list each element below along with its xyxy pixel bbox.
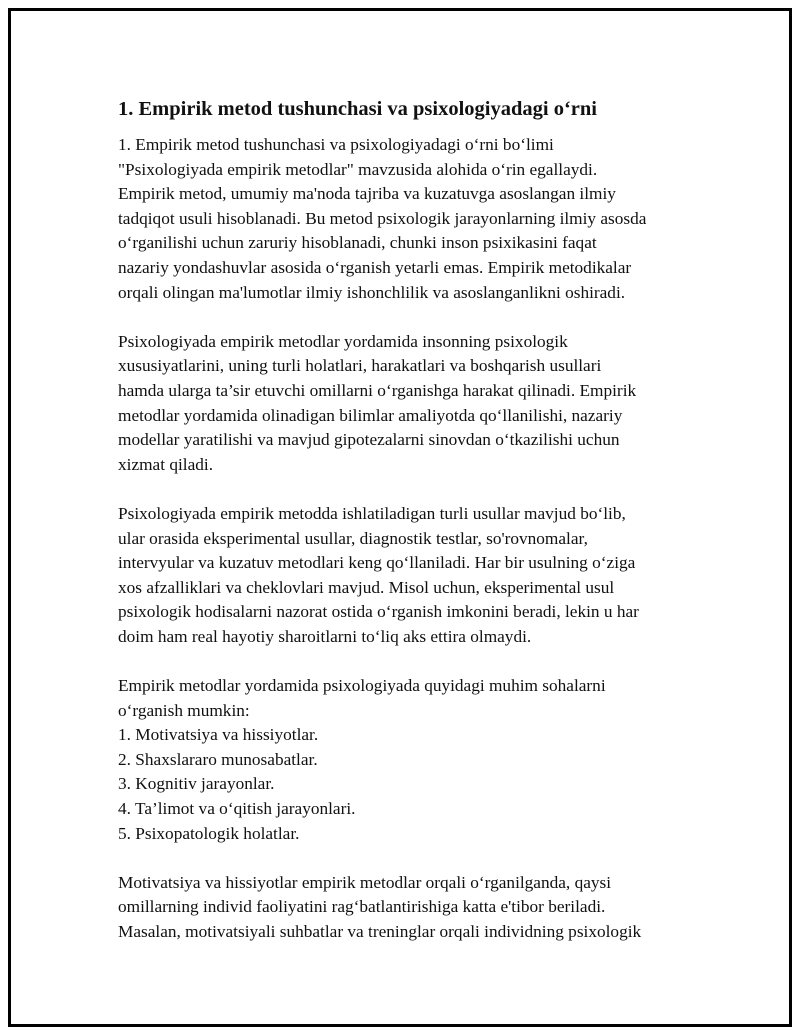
page-frame (8, 8, 792, 1027)
text-line: omillarning individ faoliyatini rag‘batlantirishiga katta e'tibor beriladi. (118, 897, 606, 917)
text-line: metodlar yordamida olinadigan bilimlar amaliyotda qo‘llanilishi, nazariy (118, 405, 623, 425)
text-line: "Psixologiyada empirik metodlar" mavzusida alohida o‘rin egallaydi. (118, 159, 598, 179)
text-line: xususiyatlarini, uning turli holatlari, harakatlari va boshqarish usullari (118, 356, 602, 376)
text-line: o‘rganilishi uchun zaruriy hisoblanadi, chunki inson psixikasini faqat (118, 233, 597, 253)
paragraph-purpose (118, 330, 708, 478)
document-content (118, 95, 708, 969)
text-line: Empirik metodlar yordamida psixologiyada quyidagi muhim sohalarni (118, 676, 606, 696)
text-line: Masalan, motivatsiyali suhbatlar va treninglar orqali individning psixologik (118, 922, 642, 941)
list-item: 2. Shaxslararo munosabatlar. (118, 749, 318, 769)
text-line: nazariy yondashuvlar asosida o‘rganish yetarli emas. Empirik metodikalar (118, 257, 632, 277)
text-line: Psixologiyada empirik metodda ishlatiladigan turli usullar mavjud bo‘lib, (118, 503, 626, 523)
paragraph-methods (118, 502, 708, 650)
text-line: xos afzalliklari va cheklovlari mavjud. Misol uchun, eksperimental usul (118, 577, 615, 597)
text-line: orqali olingan ma'lumotlar ilmiy ishonchlilik va asoslanganlikni oshiradi. (118, 282, 626, 302)
text-line: hamda ularga ta’sir etuvchi omillarni o‘rganishga harakat qilinadi. Empirik (118, 380, 637, 400)
text-line: xizmat qiladi. (118, 454, 214, 474)
text-line: intervyular va kuzatuv metodlari keng qo‘llaniladi. Har bir usulning o‘ziga (118, 553, 636, 573)
text-line: ular orasida eksperimental usullar, diagnostik testlar, so'rovnomalar, (118, 528, 588, 548)
paragraph-intro (118, 133, 708, 305)
paragraph-areas-list (118, 674, 708, 846)
paragraph-motivation (118, 871, 708, 945)
text-line: o‘rganish mumkin: (118, 700, 250, 720)
text-line: tadqiqot usuli hisoblanadi. Bu metod psixologik jarayonlarning ilmiy asosda (118, 208, 647, 228)
text-line: 1. Empirik metod tushunchasi va psixologiyadagi o‘rni bo‘limi (118, 135, 554, 154)
list-item: 5. Psixopatologik holatlar. (118, 823, 300, 843)
text-line: modellar yaratilishi va mavjud gipotezalarni sinovdan o‘tkazilishi uchun (118, 430, 620, 450)
text-line: psixologik hodisalarni nazorat ostida o‘rganish imkonini beradi, lekin u har (118, 602, 639, 622)
list-item: 1. Motivatsiya va hissiyotlar. (118, 725, 319, 745)
section-heading: 1. Empirik metod tushunchasi va psixologiyadagi o‘rni (118, 98, 597, 120)
text-line: Empirik metod, umumiy ma'noda tajriba va kuzatuvga asoslangan ilmiy (118, 184, 616, 204)
text-line: doim ham real hayotiy sharoitlarni to‘liq aks ettira olmaydi. (118, 626, 532, 646)
text-line: Motivatsiya va hissiyotlar empirik metodlar orqali o‘rganilganda, qaysi (118, 872, 612, 892)
text-line: Psixologiyada empirik metodlar yordamida insonning psixologik (118, 331, 568, 351)
list-item: 4. Ta’limot va o‘qitish jarayonlari. (118, 799, 356, 819)
list-item: 3. Kognitiv jarayonlar. (118, 774, 275, 794)
